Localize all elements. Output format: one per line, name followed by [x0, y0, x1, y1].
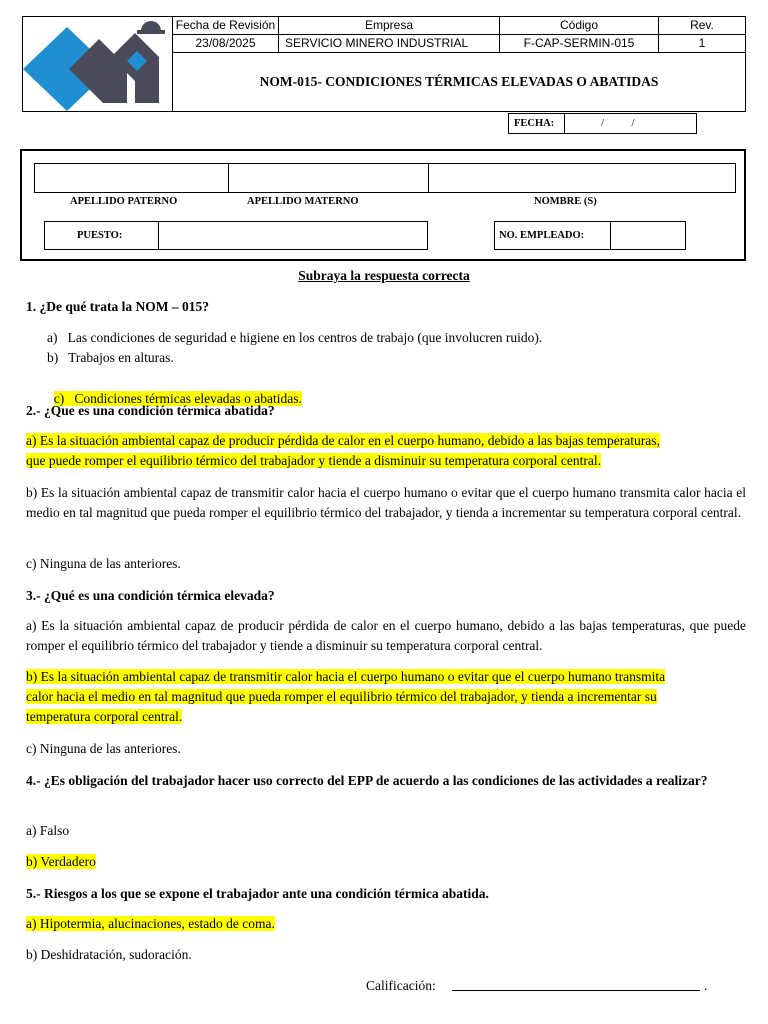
logo-cell [23, 17, 173, 111]
q5-option-a[interactable] [26, 914, 275, 934]
no-empleado-field[interactable] [494, 221, 686, 250]
rev-value: 1 [659, 35, 745, 53]
nombre-label: NOMBRE (S) [534, 196, 597, 207]
q4-title: 4.- ¿Es obligación del trabajador hacer uso correcto del EPP de acuerdo a las condiciones de las actividades a realizar? [26, 773, 708, 788]
calificacion-end: . [704, 978, 708, 993]
q3-title: 3.- ¿Qué es una condición térmica elevada? [26, 588, 275, 603]
company-logo [23, 17, 173, 111]
apellido-materno-label: APELLIDO MATERNO [247, 196, 359, 207]
puesto-label: PUESTO: [45, 222, 159, 249]
instructions: Subraya la respuesta correcta [298, 268, 470, 283]
name-input-row[interactable] [34, 163, 736, 193]
q2-option-a-line1: a) Es la situación ambiental capaz de producir pérdida de calor en el cuerpo humano, debido a las bajas temperaturas, [26, 433, 660, 448]
fecha-label: FECHA: [509, 114, 565, 133]
q2-option-a[interactable] [26, 431, 746, 471]
q4-option-a[interactable]: a) Falso [26, 823, 70, 838]
no-empleado-label: NO. EMPLEADO: [495, 222, 611, 249]
q4-option-b[interactable] [26, 852, 96, 872]
q5-option-a-text: a) Hipotermia, alucinaciones, estado de coma. [26, 916, 275, 931]
q2-option-c[interactable]: c) Ninguna de las anteriores. [26, 556, 181, 571]
q3-option-c[interactable]: c) Ninguna de las anteriores. [26, 741, 181, 756]
header-table [22, 16, 746, 112]
calificacion-line[interactable] [452, 990, 700, 991]
q2-option-b[interactable]: b) Es la situación ambiental capaz de transmitir calor hacia el cuerpo humano o evitar que el cuerpo humano transmita calor hacia el medio en tal magnitud que pueda romper el equilibrio térmico del trabajador, y tienda a incrementar su temperatura corporal central. [26, 485, 746, 520]
fecha-field[interactable] [508, 113, 697, 134]
rev-label: Rev. [659, 17, 745, 35]
q3-option-b-line2: calor hacia el medio en tal magnitud que pueda romper el equilibrio térmico del trabajador, y tienda a incrementar su [26, 689, 657, 704]
q2-option-a-line2: que puede romper el equilibrio térmico del trabajador y tiende a disminuir su temperatura corporal central. [26, 453, 602, 468]
q1-option-b[interactable]: b) Trabajos en alturas. [47, 350, 174, 365]
company-value: SERVICIO MINERO INDUSTRIAL [279, 35, 500, 53]
puesto-field[interactable] [44, 221, 428, 250]
document-title: NOM-015- CONDICIONES TÉRMICAS ELEVADAS O ABATIDAS [259, 74, 659, 89]
q1-title: 1. ¿De qué trata la NOM – 015? [26, 299, 209, 314]
q5-option-b[interactable]: b) Deshidratación, sudoración. [26, 947, 192, 962]
q1-option-a[interactable]: a) Las condiciones de seguridad e higiene en los centros de trabajo (que involucren ruido). [47, 330, 543, 345]
q3-option-b-line3: temperatura corporal central. [26, 709, 183, 724]
q4-option-b-text: b) Verdadero [26, 854, 96, 869]
fecha-value: / / [601, 117, 635, 129]
employee-info-block [20, 149, 746, 261]
q3-option-a[interactable]: a) Es la situación ambiental capaz de producir pérdida de calor en el cuerpo humano, debido a las bajas temperaturas, que puede romper el equilibrio térmico del trabajador y tiende a disminuir su temperatura corporal central. [26, 618, 746, 653]
rev-date-label: Fecha de Revisión [173, 17, 279, 35]
code-value: F-CAP-SERMIN-015 [500, 35, 659, 53]
calificacion-label: Calificación: [366, 978, 436, 993]
rev-date-value: 23/08/2025 [173, 35, 279, 53]
apellido-materno-input[interactable] [229, 164, 429, 192]
q3-option-b[interactable] [26, 667, 746, 727]
company-label: Empresa [279, 17, 500, 35]
q2-title: 2.- ¿Que es una condición térmica abatida? [26, 403, 275, 418]
q3-option-b-line1: b) Es la situación ambiental capaz de transmitir calor hacia el cuerpo humano o evitar que el cuerpo humano transmita [26, 669, 666, 684]
q1-option-c-text: c) Condiciones térmicas elevadas o abatidas. [53, 391, 302, 406]
q5-title: 5.- Riesgos a los que se expone el trabajador ante una condición térmica abatida. [26, 886, 489, 901]
code-label: Código [500, 17, 659, 35]
apellido-paterno-label: APELLIDO PATERNO [70, 196, 178, 207]
apellido-paterno-input[interactable] [35, 164, 229, 192]
nombre-input[interactable] [429, 164, 735, 192]
